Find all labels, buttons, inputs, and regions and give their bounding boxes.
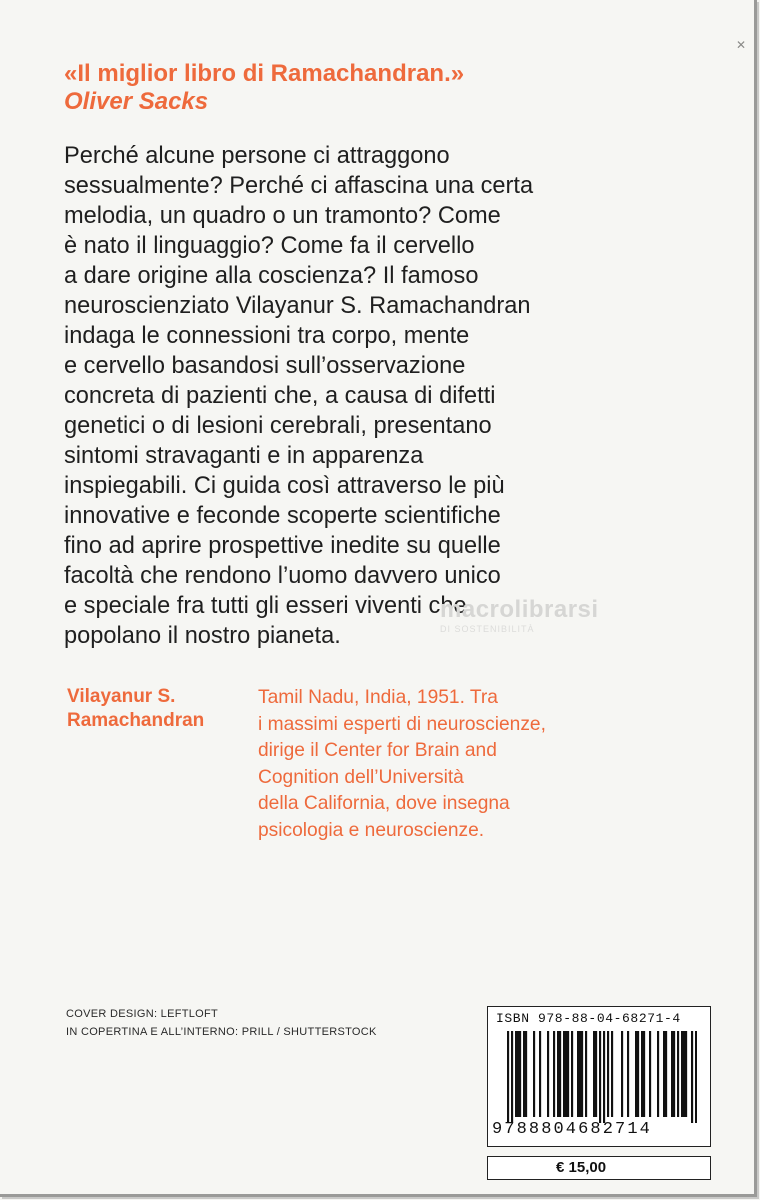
- barcode-bar: [553, 1031, 555, 1117]
- blurb-line: e speciale fra tutti gli esseri viventi che: [64, 593, 467, 619]
- barcode-box: [487, 1006, 711, 1147]
- author-name: [67, 685, 204, 733]
- barcode-bar: [665, 1031, 667, 1117]
- watermark-tagline: DI SOSTENIBILITÀ: [440, 624, 535, 634]
- price-box: [487, 1156, 711, 1180]
- barcode-bar: [563, 1031, 565, 1117]
- author-bio-line: i massimi esperti di neuroscienze,: [258, 713, 546, 735]
- corner-mark: ✕: [735, 38, 746, 52]
- barcode-bar: [533, 1031, 535, 1117]
- barcode: [507, 1031, 697, 1123]
- barcode-bar: [595, 1031, 597, 1117]
- ean-digits: 9788804682714: [492, 1120, 652, 1139]
- barcode-bar: [581, 1031, 583, 1117]
- barcode-bar: [507, 1031, 509, 1123]
- barcode-bar: [511, 1031, 513, 1123]
- barcode-bar: [599, 1031, 601, 1123]
- barcode-bar: [691, 1031, 693, 1123]
- blurb-line: sintomi stravaganti e in apparenza: [64, 443, 424, 469]
- credits: [66, 1005, 377, 1041]
- author-bio: [258, 685, 546, 844]
- barcode-bar: [641, 1031, 643, 1117]
- barcode-bar: [677, 1031, 679, 1117]
- blurb-line: fino ad aprire prospettive inedite su quelle: [64, 533, 501, 559]
- barcode-bar: [635, 1031, 637, 1117]
- blurb-line: facoltà che rendono l’uomo davvero unico: [64, 563, 501, 589]
- price: € 15,00: [556, 1159, 607, 1176]
- barcode-bar: [607, 1031, 609, 1117]
- barcode-bar: [685, 1031, 687, 1117]
- barcode-bar: [577, 1031, 579, 1117]
- barcode-bar: [547, 1031, 549, 1117]
- blurb-line: indaga le connessioni tra corpo, mente: [64, 323, 470, 349]
- author-bio-line: della California, dove insegna: [258, 793, 510, 814]
- barcode-bar: [585, 1031, 587, 1117]
- barcode-bar: [681, 1031, 683, 1117]
- quote-author: Oliver Sacks: [64, 88, 209, 115]
- author-name-line: Vilayanur S.: [67, 686, 176, 707]
- author-name-line: Ramachandran: [67, 710, 205, 731]
- barcode-bar: [515, 1031, 517, 1117]
- blurb-line: neuroscienziato Vilayanur S. Ramachandran: [64, 293, 531, 319]
- blurb-line: a dare origine alla coscienza? Il famoso: [64, 263, 479, 289]
- barcode-bar: [593, 1031, 595, 1117]
- barcode-bar: [539, 1031, 541, 1117]
- blurb-line: genetici o di lesioni cerebrali, presentano: [64, 413, 492, 439]
- blurb-line: melodia, un quadro o un tramonto? Come: [64, 203, 501, 229]
- barcode-bar: [671, 1031, 673, 1117]
- blurb-paragraph: [64, 141, 604, 651]
- barcode-bar: [571, 1031, 573, 1117]
- barcode-bar: [565, 1031, 567, 1117]
- blurb-line: è nato il linguaggio? Come fa il cervello: [64, 233, 475, 259]
- author-bio-line: psicologia e neuroscienze.: [258, 819, 485, 841]
- barcode-bar: [519, 1031, 521, 1117]
- barcode-bar: [673, 1031, 675, 1117]
- barcode-bar: [557, 1031, 559, 1117]
- barcode-bar: [637, 1031, 639, 1117]
- barcode-bar: [579, 1031, 581, 1117]
- quote-block: [64, 60, 464, 116]
- author-bio-line: dirige il Center for Brain and: [258, 740, 497, 761]
- barcode-bar: [525, 1031, 527, 1117]
- blurb-line: e cervello basandosi sull’osservazione: [64, 353, 466, 379]
- barcode-bar: [603, 1031, 605, 1123]
- credit-line: IN COPERTINA E ALL’INTERNO: PRILL / SHUTTERSTOCK: [66, 1026, 377, 1038]
- watermark-brand: macrolibrarsi: [440, 596, 599, 623]
- barcode-bar: [643, 1031, 645, 1117]
- barcode-bar: [559, 1031, 561, 1117]
- barcode-bar: [611, 1031, 613, 1117]
- blurb-line: Perché alcune persone ci attraggono: [64, 143, 450, 169]
- barcode-bar: [649, 1031, 651, 1117]
- credit-line: COVER DESIGN: LEFTLOFT: [66, 1008, 219, 1020]
- barcode-bar: [663, 1031, 665, 1117]
- barcode-bar: [567, 1031, 569, 1117]
- quote-text: «Il miglior libro di Ramachandran.»: [64, 60, 465, 87]
- author-bio-line: Cognition dell’Università: [258, 766, 464, 788]
- barcode-bar: [517, 1031, 519, 1117]
- blurb-line: concreta di pazienti che, a causa di difetti: [64, 383, 496, 409]
- barcode-bar: [695, 1031, 697, 1123]
- barcode-bar: [657, 1031, 659, 1117]
- blurb-line: sessualmente? Perché ci affascina una certa: [64, 173, 534, 199]
- watermark: [440, 596, 599, 634]
- author-bio-line: Tamil Nadu, India, 1951. Tra: [258, 687, 498, 708]
- blurb-line: inspiegabili. Ci guida così attraverso le più: [64, 473, 505, 499]
- blurb-line: innovative e feconde scoperte scientifiche: [64, 503, 501, 529]
- barcode-bar: [683, 1031, 685, 1117]
- barcode-bar: [621, 1031, 623, 1117]
- blurb-line: popolano il nostro pianeta.: [64, 623, 341, 649]
- barcode-bar: [523, 1031, 525, 1117]
- barcode-bar: [627, 1031, 629, 1117]
- isbn-label: ISBN 978-88-04-68271-4: [496, 1011, 681, 1026]
